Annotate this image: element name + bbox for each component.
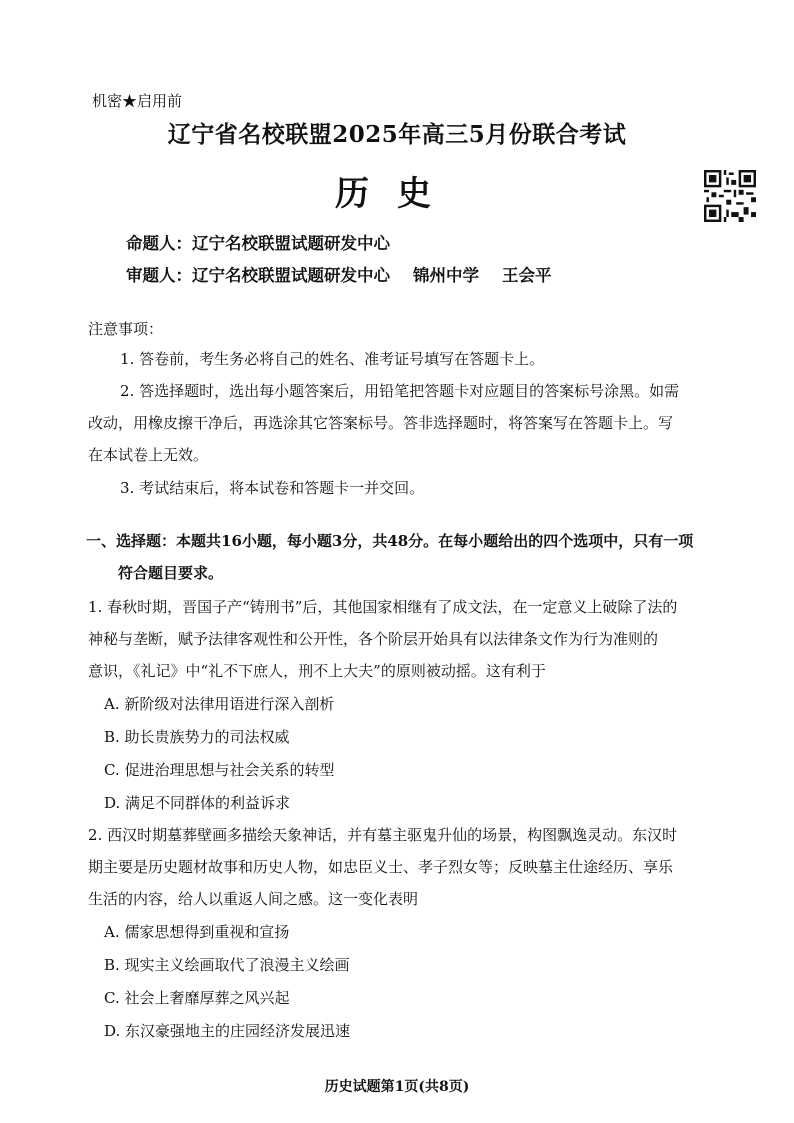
qr-code-graphic (704, 170, 756, 222)
question-2-option-a: A. 儒家思想得到重视和宣扬 (104, 923, 290, 941)
notes-heading: 注意事项： (88, 320, 164, 338)
note-item-2-line-2: 改动，用橡皮擦干净后，再选涂其它答案标号。答非选择题时，将答案写在答题卡上。写 (88, 414, 674, 432)
question-1-option-d: D. 满足不同群体的利益诉求 (104, 794, 291, 812)
reviewer-line: 审题人：辽宁名校联盟试题研发中心 锦州中学 王会平 (126, 266, 552, 285)
note-item-1: 1. 答卷前，考生务必将自己的姓名、准考证号填写在答题卡上。 (120, 350, 545, 368)
question-1-line-1: 1. 春秋时期，晋国子产“铸刑书”后，其他国家相继有了成文法，在一定意义上破除了法的 (88, 598, 678, 616)
qr-code-icon (704, 170, 756, 222)
question-2-option-b: B. 现实主义绘画取代了浪漫主义绘画 (104, 956, 350, 974)
setter-line: 命题人：辽宁名校联盟试题研发中心 (126, 234, 390, 253)
question-1-line-2: 神秘与垄断，赋予法律客观性和公开性，各个阶层开始具有以法律条文作为行为准则的 (88, 630, 659, 648)
question-2-line-2: 期主要是历史题材故事和历史人物，如忠臣义士、孝子烈女等；反映墓主仕途经历、享乐 (88, 858, 674, 876)
section-heading-line-2: 符合题目要求。 (118, 564, 224, 582)
page-footer: 历史试题第1页(共8页) (324, 1079, 470, 1095)
note-item-3: 3. 考试结束后，将本试卷和答题卡一并交回。 (120, 479, 425, 497)
question-1-line-3: 意识，《礼记》中“礼不下庶人，刑不上大夫”的原则被动摇。这有利于 (88, 662, 546, 680)
confidential-label: 机密★启用前 (92, 92, 183, 110)
question-2-option-c: C. 社会上奢靡厚葬之风兴起 (104, 989, 290, 1007)
note-item-2-line-1: 2. 答选择题时，选出每小题答案后，用铅笔把答题卡对应题目的答案标号涂黑。如需 (120, 382, 680, 400)
exam-title: 辽宁省名校联盟2025年高三5月份联合考试 (167, 121, 627, 148)
subject-title: 历史 (335, 174, 459, 214)
question-1-option-b: B. 助长贵族势力的司法权威 (104, 728, 290, 746)
question-2-line-1: 2. 西汉时期墓葬壁画多描绘天象神话，并有墓主驱鬼升仙的场景，构图飘逸灵动。东汉时 (88, 826, 678, 844)
section-heading-line-1: 一、选择题：本题共16小题，每小题3分，共48分。在每小题给出的四个选项中，只有一项 (86, 532, 694, 550)
question-2-option-d: D. 东汉豪强地主的庄园经济发展迅速 (104, 1022, 351, 1040)
note-item-2-line-3: 在本试卷上无效。 (88, 446, 209, 464)
question-2-line-3: 生活的内容，给人以重返人间之感。这一变化表明 (88, 890, 419, 908)
question-1-option-a: A. 新阶级对法律用语进行深入剖析 (104, 695, 335, 713)
question-1-option-c: C. 促进治理思想与社会关系的转型 (104, 761, 335, 779)
